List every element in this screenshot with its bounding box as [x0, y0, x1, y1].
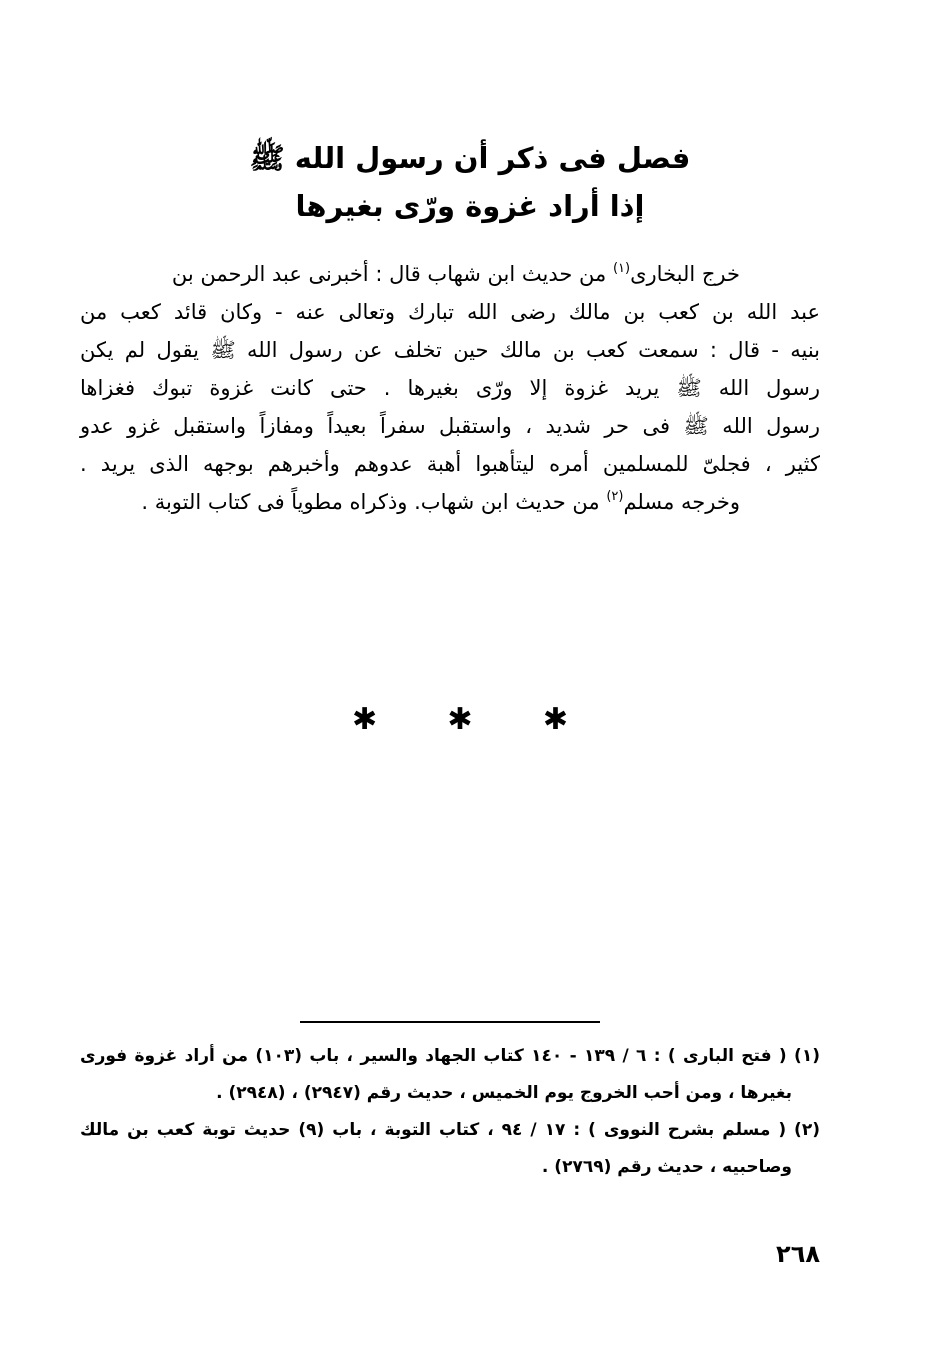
body-line-2: عبد الله بن كعب بن مالك رضى الله تبارك وتعالى عنه - وكان قائد كعب من	[80, 300, 820, 324]
body-line-1	[80, 255, 820, 293]
asterisk-icon: ✱	[352, 702, 378, 737]
body-line-3: بنيه - قال : سمعت كعب بن مالك حين تخلف عن رسول الله ﷺ يقول لم يكن	[80, 338, 820, 362]
footnote-1-line-2: بغيرها ، ومن أحب الخروج يوم الخميس ، حديث رقم (٢٩٤٧) ، (٢٩٤٨) .	[216, 1083, 792, 1103]
footnote-ref-1: (١)	[612, 261, 631, 276]
body-line-7	[80, 483, 820, 521]
footnote-ref-2: (٢)	[606, 489, 624, 504]
asterisk-icon: ✱	[447, 702, 473, 737]
footnote-2-line-2: وصاحبيه ، حديث رقم (٢٧٦٩) .	[541, 1157, 792, 1177]
page-number: ٢٦٨	[776, 1240, 820, 1268]
body-line-6: كثير ، فجلىّ للمسلمين أمره ليتأهبوا أهبة عدوهم وأخبرهم بوجهه الذى يريد .	[80, 452, 820, 476]
footnote-1-line-1: (١) ( فتح البارى ) : ٦ / ١٣٩ - ١٤٠ كتاب الجهاد والسير ، باب (١٠٣) من أراد غزوة فورى	[80, 1046, 820, 1066]
chapter-title-line-1: فصل فى ذكر أن رسول الله ﷺ	[249, 141, 691, 175]
body-line-5: رسول الله ﷺ فى حر شديد ، واستقبل سفراً بعيداً ومفازاً واستقبل غزو عدو	[80, 414, 820, 438]
body-line-1-start: خرج البخارى	[630, 262, 740, 286]
footnote-divider	[300, 1021, 600, 1023]
body-line-7-start: وخرجه مسلم	[623, 490, 740, 514]
footnotes	[80, 1038, 820, 1186]
body-line-4: رسول الله ﷺ يريد غزوة إلا ورّى بغيرها . حتى كانت غزوة تبوك فغزاها	[80, 376, 820, 400]
body-paragraph	[80, 255, 820, 521]
body-line-7-end: من حديث ابن شهاب. وذكراه مطوياً فى كتاب التوبة .	[141, 490, 607, 514]
footnote-2-line-1: (٢) ( مسلم بشرح النووى ) : ١٧ / ٩٤ ، كتاب التوبة ، باب (٩) حديث توبة كعب بن مالك	[80, 1120, 820, 1140]
body-line-1-end: من حديث ابن شهاب قال : أخبرنى عبد الرحمن بن	[171, 262, 613, 286]
section-separator	[330, 700, 590, 740]
chapter-title-line-2: إذا أراد غزوة ورّى بغيرها	[295, 189, 645, 223]
asterisk-icon: ✱	[542, 702, 568, 737]
